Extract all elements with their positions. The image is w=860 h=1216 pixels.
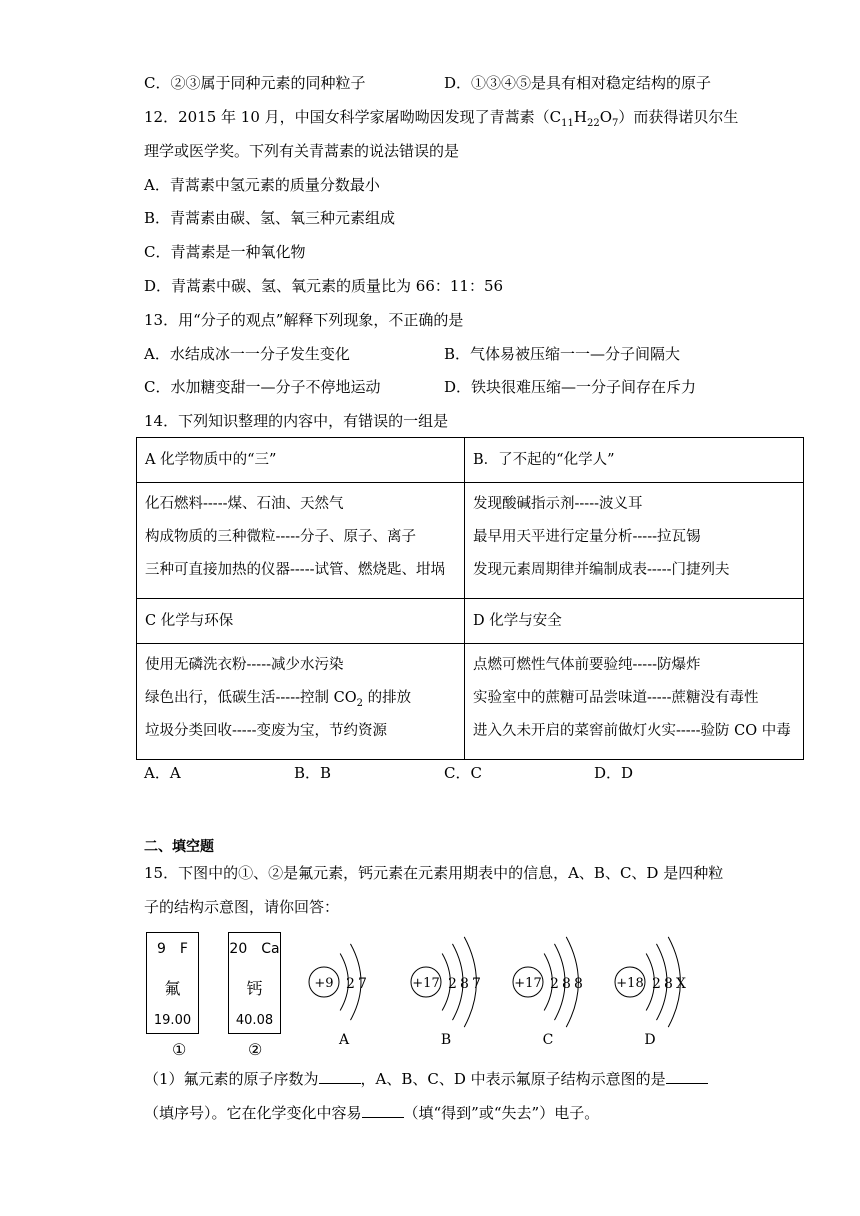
section-title: 二、填空题 bbox=[144, 839, 214, 855]
atom-label: A bbox=[338, 1032, 350, 1048]
nucleus-charge: +17 bbox=[412, 976, 440, 991]
atom-diagram bbox=[513, 937, 583, 1048]
q15-stem: 15．下图中的①、②是氟元素，钙元素在元素用期表中的信息，A、B、C、D 是四种粒 bbox=[144, 864, 724, 882]
element-card-fluorine bbox=[146, 932, 199, 1034]
electron-count: 7 bbox=[358, 976, 367, 992]
element-card-calcium bbox=[228, 932, 281, 1034]
atom-diagram bbox=[615, 937, 686, 1048]
table-b-row: 最早用天平进行定量分析-----拉瓦锡 bbox=[473, 529, 701, 545]
q12-option-a: A．青蒿素中氢元素的质量分数最小 bbox=[144, 176, 380, 194]
answer-blank[interactable] bbox=[319, 1069, 361, 1084]
q13-option-b: B．气体易被压缩一一—分子间隔大 bbox=[444, 345, 681, 363]
atom-diagram bbox=[309, 944, 367, 1048]
q14-answer-a: A．A bbox=[144, 764, 181, 782]
q15-stem-line2: 子的结构示意图，请你回答： bbox=[144, 898, 340, 916]
atom-diagram bbox=[411, 937, 481, 1048]
table-body-a bbox=[137, 483, 465, 599]
q14-answer-c: C．C bbox=[444, 764, 482, 782]
table-d-row: 进入久未开启的菜窖前做灯火实-----验防 CO 中毒 bbox=[473, 723, 791, 739]
q13-option-c: C．水加糖变甜一—分子不停地运动 bbox=[144, 378, 381, 396]
answer-blank[interactable] bbox=[666, 1069, 708, 1084]
q14-answer-d: D．D bbox=[594, 764, 634, 782]
table-head-a: A 化学物质中的“三” bbox=[137, 438, 465, 483]
q15-sub1: （1）氟元素的原子序数为 ，A、B、C、D 中表示氟原子结构示意图的是 bbox=[144, 1069, 708, 1089]
q15-sub1-line2: （填序号）。它在化学变化中容易 （填“得到”或“失去”）电子。 bbox=[144, 1104, 600, 1122]
table-body-c bbox=[137, 644, 465, 760]
atom-structure-diagrams bbox=[296, 920, 716, 1050]
element-label: ② bbox=[248, 1040, 263, 1059]
nucleus-charge: +17 bbox=[514, 976, 542, 991]
table-b-row: 发现元素周期律并编制成表-----门捷列夫 bbox=[473, 562, 730, 578]
answer-blank[interactable] bbox=[362, 1103, 404, 1118]
electron-count: 2 bbox=[550, 976, 559, 992]
table-b-row: 发现酸碱指示剂-----波义耳 bbox=[473, 496, 643, 512]
table-a-row: 化石燃料-----煤、石油、天然气 bbox=[145, 496, 344, 512]
electron-count: 2 bbox=[346, 976, 355, 992]
electron-count: X bbox=[676, 976, 686, 992]
q12-option-d: D．青蒿素中碳、氢、氧元素的质量比为 66：11：56 bbox=[144, 277, 504, 295]
element-label: ① bbox=[172, 1040, 187, 1059]
atom-label: D bbox=[644, 1032, 656, 1048]
element-number-symbol: 9 F bbox=[157, 941, 188, 957]
table-a-row: 三种可直接加热的仪器-----试管、燃烧匙、坩埚 bbox=[145, 562, 445, 578]
table-d-row: 实验室中的蔗糖可品尝味道-----蔗糖没有毒性 bbox=[473, 690, 759, 706]
element-mass: 19.00 bbox=[153, 1013, 192, 1028]
electron-count: 7 bbox=[472, 976, 481, 992]
electron-count: 8 bbox=[562, 976, 571, 992]
nucleus-charge: +9 bbox=[314, 976, 334, 991]
table-head-b: B．了不起的“化学人” bbox=[465, 438, 804, 483]
electron-count: 8 bbox=[460, 976, 469, 992]
electron-count: 8 bbox=[664, 976, 673, 992]
table-d-row: 点燃可燃性气体前要验纯-----防爆炸 bbox=[473, 657, 701, 673]
table-head-c: C 化学与环保 bbox=[137, 599, 465, 644]
table-body-d bbox=[465, 644, 804, 760]
atom-label: C bbox=[542, 1032, 554, 1048]
electron-count: 8 bbox=[574, 976, 583, 992]
q13-option-a: A．水结成冰一一分子发生变化 bbox=[144, 345, 350, 363]
element-name: 氟 bbox=[164, 979, 181, 998]
element-number-symbol: 20 Ca bbox=[229, 941, 280, 957]
table-c-row: 使用无磷洗衣粉-----减少水污染 bbox=[145, 657, 344, 673]
q14-knowledge-table bbox=[136, 437, 804, 760]
element-name: 钙 bbox=[246, 979, 263, 998]
element-mass: 40.08 bbox=[235, 1013, 274, 1028]
atom-label: B bbox=[440, 1032, 452, 1048]
table-c-row: 垃圾分类回收-----变废为宝，节约资源 bbox=[145, 723, 387, 739]
q12-option-b: B．青蒿素由碳、氢、氧三种元素组成 bbox=[144, 209, 396, 227]
q12-stem: 12．2015 年 10 月，中国女科学家屠呦呦因发现了青蒿素$(C_{11}H_{22}O_7)$而获得诺贝尔生 bbox=[144, 108, 739, 129]
q14-answer-b: B．B bbox=[294, 764, 332, 782]
q11-option-d: D．①③④⑤是具有相对稳定结构的原子 bbox=[444, 74, 712, 92]
electron-count: 2 bbox=[652, 976, 661, 992]
nucleus-charge: +18 bbox=[616, 976, 644, 991]
table-c-row: 绿色出行，低碳生活-----控制 $CO_2$ 的排放 bbox=[145, 690, 412, 709]
q11-option-c: C．②③属于同种元素的同种粒子 bbox=[144, 74, 366, 92]
q14-stem: 14．下列知识整理的内容中，有错误的一组是 bbox=[144, 412, 449, 430]
table-head-d: D 化学与安全 bbox=[465, 599, 804, 644]
q13-option-d: D．铁块很难压缩—一分子间存在斥力 bbox=[444, 378, 697, 396]
q12-stem-line2: 理学或医学奖。下列有关青蒿素的说法错误的是 bbox=[144, 142, 460, 160]
electron-count: 2 bbox=[448, 976, 457, 992]
table-body-b bbox=[465, 483, 804, 599]
q13-stem: 13．用“分子的观点”解释下列现象，不正确的是 bbox=[144, 311, 464, 329]
table-a-row: 构成物质的三种微粒-----分子、原子、离子 bbox=[145, 529, 416, 545]
q12-option-c: C．青蒿素是一种氧化物 bbox=[144, 243, 306, 261]
